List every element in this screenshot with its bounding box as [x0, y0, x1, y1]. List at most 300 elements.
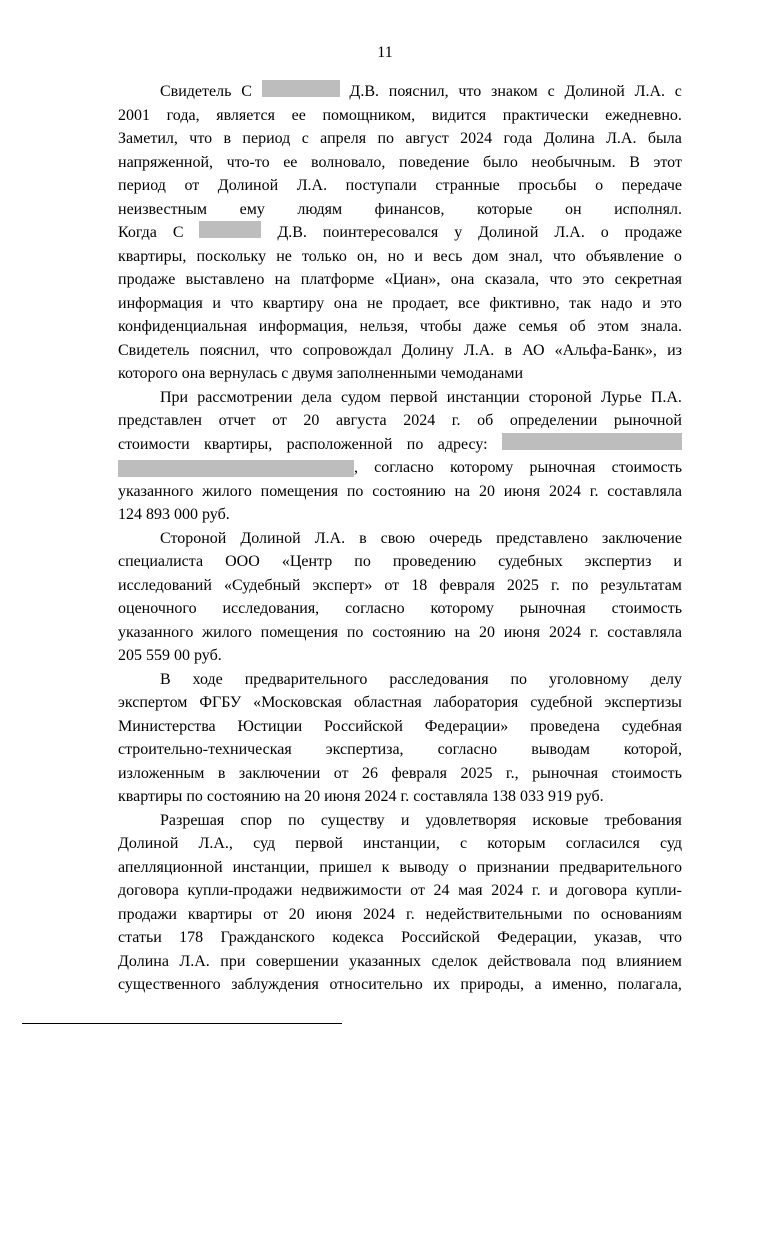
- word: заполненными: [336, 365, 437, 382]
- word: удовлетворяя: [425, 811, 517, 829]
- word: по: [288, 811, 305, 829]
- word: инстанции: [446, 388, 520, 406]
- word: напряженной,: [118, 153, 214, 171]
- word: действовала: [488, 952, 572, 970]
- word: В: [160, 670, 171, 688]
- word: объявление: [585, 247, 664, 265]
- word: согласился: [565, 835, 640, 852]
- word: составляла: [413, 788, 488, 805]
- word: необычным.: [531, 153, 616, 171]
- word: Л.А.,: [198, 835, 233, 852]
- word: судебных: [498, 553, 563, 570]
- word: относительно: [329, 976, 423, 993]
- word: по: [346, 623, 364, 641]
- word: 2024: [460, 130, 493, 147]
- word: Долина: [543, 130, 595, 147]
- word: он: [564, 200, 582, 218]
- word: и: [673, 553, 682, 570]
- word: просьбы: [518, 177, 577, 194]
- word: не: [276, 247, 292, 265]
- word: С: [241, 83, 252, 100]
- word: Российской: [401, 929, 480, 946]
- word: их: [433, 976, 450, 993]
- word: квартиры: [118, 788, 183, 805]
- word: было: [483, 153, 518, 171]
- word: 138: [491, 788, 516, 805]
- word: двумя: [292, 365, 333, 382]
- word: Долина: [118, 952, 169, 970]
- word: Когда: [118, 224, 157, 241]
- word: продаже: [118, 271, 176, 288]
- word: стороной: [528, 388, 592, 406]
- word: продажи: [118, 905, 177, 923]
- word: сопровождал: [302, 341, 392, 359]
- word: конфиденциальная: [118, 318, 247, 335]
- word: Разрешая: [160, 811, 225, 829]
- word: знаком: [491, 83, 538, 100]
- word: под: [581, 952, 606, 970]
- word: он,: [356, 247, 378, 265]
- word: 000: [174, 506, 198, 523]
- text-line: [118, 104, 682, 128]
- text-line: [118, 668, 682, 692]
- word: сказала,: [484, 271, 540, 288]
- text-line: [118, 762, 682, 786]
- word: секретная: [614, 271, 682, 288]
- text-line: [118, 903, 682, 927]
- word: чтобы: [419, 318, 462, 335]
- redaction-box: [502, 433, 682, 450]
- word: проведению: [392, 553, 477, 570]
- word: стоимости: [118, 435, 190, 453]
- word: руб.: [575, 788, 604, 805]
- word: результатам: [600, 576, 682, 594]
- word: выводу: [399, 858, 449, 876]
- word: П.А.: [650, 388, 682, 406]
- word: о: [673, 247, 682, 265]
- word: Федерации»: [424, 717, 509, 735]
- word: кодекса: [332, 929, 384, 946]
- word: июня: [315, 905, 353, 923]
- word: Л.А.: [634, 83, 666, 100]
- word: июня: [503, 482, 541, 500]
- word: существенного: [118, 976, 221, 993]
- word: проведена: [530, 717, 600, 735]
- text-line: [118, 221, 682, 245]
- text-line: [118, 268, 682, 292]
- word: заблуждения: [231, 976, 319, 993]
- redaction-with-comma: [118, 456, 358, 480]
- word: инстанции,: [232, 858, 310, 876]
- word: экспертиз: [584, 553, 652, 570]
- word: июня: [324, 788, 361, 805]
- word: недействительными: [425, 905, 563, 923]
- word: рыночная: [532, 764, 599, 782]
- text-line: [118, 926, 682, 950]
- word: экспертизы: [604, 694, 682, 711]
- word: г.: [451, 412, 461, 429]
- word: ООО: [225, 553, 260, 570]
- word: и: [642, 294, 651, 312]
- word: Долину: [401, 341, 454, 359]
- word: Долиной: [240, 529, 301, 547]
- word: к: [381, 858, 390, 876]
- word: определении: [509, 412, 598, 429]
- word: неизвестным: [118, 200, 208, 218]
- word: 2025: [460, 764, 493, 782]
- word: предварительного: [244, 670, 368, 688]
- word: о: [458, 858, 467, 876]
- word: все: [458, 294, 480, 312]
- word: пояснил,: [388, 83, 449, 100]
- word: на: [284, 788, 301, 805]
- word: «Альфа-Банк»,: [554, 341, 657, 359]
- word: на: [454, 482, 471, 500]
- word: мая: [458, 882, 483, 899]
- word: август: [405, 130, 449, 147]
- text-line: [118, 832, 682, 856]
- text-line: [118, 785, 682, 809]
- word: требования: [604, 811, 682, 829]
- word: июня: [503, 623, 541, 641]
- word: платформе: [300, 271, 375, 288]
- word: квартиры,: [203, 435, 273, 453]
- word: недвижимости: [301, 882, 402, 899]
- word: в: [359, 529, 367, 547]
- word: первой: [295, 835, 343, 852]
- word: это: [660, 294, 682, 312]
- word: и: [212, 294, 221, 312]
- word: это: [582, 271, 605, 288]
- word: по: [571, 576, 589, 594]
- word: которым: [487, 835, 546, 852]
- word: ее: [291, 106, 306, 124]
- word: что: [552, 247, 576, 265]
- word: 20: [288, 905, 305, 923]
- word: по: [346, 482, 364, 500]
- word: и: [549, 882, 558, 899]
- word: оценочного: [118, 600, 197, 617]
- word: квартиру: [262, 294, 325, 312]
- word: состоянию: [372, 623, 446, 641]
- word: она: [450, 271, 475, 288]
- word: руб.: [202, 506, 230, 523]
- word: предварительного: [559, 858, 682, 876]
- word: по: [573, 905, 590, 923]
- word: которому: [449, 459, 514, 476]
- word: судебной: [530, 694, 593, 711]
- word: только: [302, 247, 347, 265]
- word: Д.В.: [277, 224, 307, 241]
- word: которому: [430, 600, 494, 617]
- word: уголовному: [548, 670, 629, 688]
- word: при: [220, 952, 246, 970]
- text-line: [118, 433, 682, 457]
- word: влиянием: [616, 952, 682, 970]
- word: с: [301, 130, 309, 147]
- word: года: [503, 130, 533, 147]
- word: Стороной: [160, 529, 227, 547]
- word: совершении: [255, 952, 339, 970]
- word: природы,: [460, 976, 524, 993]
- word: исковые: [532, 811, 589, 829]
- word: с: [281, 365, 289, 382]
- word: февраля: [391, 764, 447, 782]
- word: первой: [390, 388, 438, 406]
- word: договора: [118, 882, 179, 899]
- word: 26: [361, 764, 378, 782]
- word: 18: [411, 576, 428, 594]
- text-line: [118, 856, 682, 880]
- word: является: [216, 106, 275, 124]
- word: о: [595, 177, 604, 194]
- word: 20: [478, 623, 495, 641]
- word: 2024: [548, 623, 581, 641]
- word: в: [504, 341, 513, 359]
- word: в: [217, 764, 226, 782]
- text-line: [118, 574, 682, 598]
- text-line: [118, 879, 682, 903]
- word: продаже: [624, 224, 682, 241]
- word: информация,: [258, 318, 348, 335]
- word: семья: [518, 318, 558, 335]
- word: года,: [166, 106, 200, 124]
- word: 2024: [403, 412, 436, 429]
- word: 00: [174, 647, 190, 664]
- word: видится: [431, 106, 487, 124]
- word: стоимость: [611, 764, 682, 782]
- word: Федерации,: [497, 929, 577, 946]
- word: 24: [433, 882, 450, 899]
- word: Лурье: [600, 388, 642, 406]
- text-line: [118, 174, 682, 198]
- word: При: [160, 388, 189, 406]
- word: нельзя,: [359, 318, 409, 335]
- word: с: [674, 83, 682, 100]
- word: рыночной: [613, 412, 682, 429]
- text-line: [118, 621, 682, 645]
- word: Долиной: [564, 83, 625, 100]
- text-line: [118, 80, 682, 104]
- word: состоянию: [206, 788, 281, 805]
- word: судом: [341, 388, 381, 406]
- word: февраля: [439, 576, 495, 594]
- body-text: [118, 80, 682, 997]
- text-line: [118, 339, 682, 363]
- word: инстанции,: [363, 835, 440, 852]
- word: эксперт»: [312, 576, 373, 594]
- word: от: [184, 177, 200, 194]
- word: знала.: [640, 318, 682, 335]
- word: жилого: [202, 482, 252, 500]
- word: с: [459, 835, 468, 852]
- word: 2001: [118, 106, 150, 124]
- word: ему: [239, 200, 265, 218]
- word: специалиста: [118, 553, 204, 570]
- word: что: [230, 294, 254, 312]
- word: что: [458, 83, 482, 100]
- word: чемоданами: [440, 365, 523, 382]
- text-line: [118, 691, 682, 715]
- word: 893: [146, 506, 170, 523]
- word: г.: [400, 788, 410, 805]
- word: она: [181, 365, 206, 382]
- word: указанных: [349, 952, 422, 970]
- word: что-то: [226, 153, 270, 171]
- word: период: [118, 177, 166, 194]
- word: она: [333, 294, 358, 312]
- word: Долиной: [217, 177, 279, 194]
- word: основаниям: [600, 905, 682, 923]
- word: согласно: [374, 459, 434, 476]
- text-line: [118, 292, 682, 316]
- word: г.: [589, 482, 599, 500]
- word: поинтересовался: [322, 224, 439, 241]
- text-line: [118, 738, 682, 762]
- word: этом: [597, 318, 629, 335]
- word: этот: [653, 153, 682, 171]
- text-line: [118, 127, 682, 151]
- word: дела: [301, 388, 332, 406]
- word: 20: [304, 788, 321, 805]
- word: лаборатория: [433, 694, 519, 711]
- redaction-box: [262, 80, 340, 97]
- word: расследования: [389, 670, 489, 688]
- word: отчет: [218, 412, 256, 429]
- word: экспертом: [118, 694, 188, 711]
- word: суд: [659, 835, 682, 852]
- text-line: [118, 151, 682, 175]
- text-line: [118, 597, 682, 621]
- word: 2025: [506, 576, 539, 594]
- word: была: [647, 130, 682, 147]
- word: помещения: [260, 482, 339, 500]
- word: жилого: [202, 623, 252, 641]
- word: согласно: [345, 600, 405, 617]
- word: в: [223, 130, 232, 147]
- word: не: [367, 294, 383, 312]
- word: Л.А.: [606, 130, 637, 147]
- word: 033: [519, 788, 544, 805]
- word: рыночная: [519, 600, 586, 617]
- word: продает,: [392, 294, 449, 312]
- text-line: [118, 409, 682, 433]
- word: исполнял.: [614, 200, 682, 218]
- text-line: [118, 550, 682, 574]
- word: 559: [146, 647, 170, 664]
- word: Долиной: [478, 224, 539, 241]
- word: выводам: [531, 741, 590, 758]
- word: даже: [473, 318, 507, 335]
- text-line: [118, 315, 682, 339]
- text-line: [118, 809, 682, 833]
- word: полагала,: [617, 976, 682, 993]
- word: ФГБУ: [199, 694, 242, 711]
- word: а: [534, 976, 542, 993]
- word: Д.В.: [349, 83, 380, 100]
- word: фиктивно,: [489, 294, 560, 312]
- word: об: [569, 318, 586, 335]
- redaction-box: [199, 221, 261, 238]
- word: помощником,: [322, 106, 416, 124]
- word: весь: [433, 247, 463, 265]
- word: 2024: [364, 788, 397, 805]
- word: Заметил,: [118, 130, 178, 147]
- word: исследований: [118, 576, 212, 594]
- word: о: [600, 224, 609, 241]
- word: Л.А.: [463, 341, 495, 359]
- word: пояснил,: [199, 341, 260, 359]
- word: заключение: [602, 529, 682, 547]
- word: по: [510, 670, 528, 688]
- word: квартиры: [187, 905, 253, 923]
- word: стоимость: [611, 459, 682, 476]
- word: по: [186, 788, 203, 805]
- text-line: [118, 527, 682, 551]
- footnote-separator: [22, 1023, 342, 1024]
- word: расположенной: [286, 435, 393, 453]
- word: 178: [179, 929, 204, 946]
- word: 205: [118, 647, 142, 664]
- word: людям: [297, 200, 343, 218]
- word: волновало,: [311, 153, 386, 171]
- word: что: [189, 130, 213, 147]
- word: 20: [478, 482, 495, 500]
- word: Л.А.: [179, 952, 210, 970]
- word: у: [454, 224, 463, 241]
- word: ее: [283, 153, 298, 171]
- text-line: [118, 973, 682, 997]
- word: Российской: [324, 717, 403, 735]
- word: признании: [476, 858, 550, 876]
- word: г.: [531, 882, 541, 899]
- word: 2024: [548, 482, 581, 500]
- text-line: [118, 386, 682, 410]
- word: суд: [253, 835, 276, 852]
- word: представлено: [496, 529, 589, 547]
- word: апелляционной: [118, 858, 223, 876]
- word: передаче: [621, 177, 682, 194]
- word: но: [387, 247, 405, 265]
- word: составляла: [607, 482, 682, 500]
- word: 919: [547, 788, 572, 805]
- word: от: [263, 905, 278, 923]
- word: г.: [550, 576, 560, 594]
- word: которые: [477, 200, 533, 218]
- word: вернулась: [209, 365, 278, 382]
- word: финансов,: [374, 200, 445, 218]
- word: период: [242, 130, 291, 147]
- word: 2024: [363, 905, 396, 923]
- word: от: [333, 764, 349, 782]
- word: стоимость: [611, 600, 682, 617]
- word: ходе: [192, 670, 223, 688]
- word: указанного: [118, 482, 194, 500]
- word: помещения: [260, 623, 339, 641]
- word: 2024: [491, 882, 524, 899]
- word: договора: [566, 882, 628, 899]
- word: по: [354, 553, 371, 570]
- word: заключении: [238, 764, 321, 782]
- word: по: [406, 435, 424, 453]
- word: представлен: [118, 412, 202, 429]
- word: Л.А.: [554, 224, 585, 241]
- word: что: [549, 271, 573, 288]
- word: и: [400, 811, 410, 829]
- word: рыночная: [529, 459, 596, 476]
- word: 124: [118, 506, 142, 523]
- text-line: [118, 950, 682, 974]
